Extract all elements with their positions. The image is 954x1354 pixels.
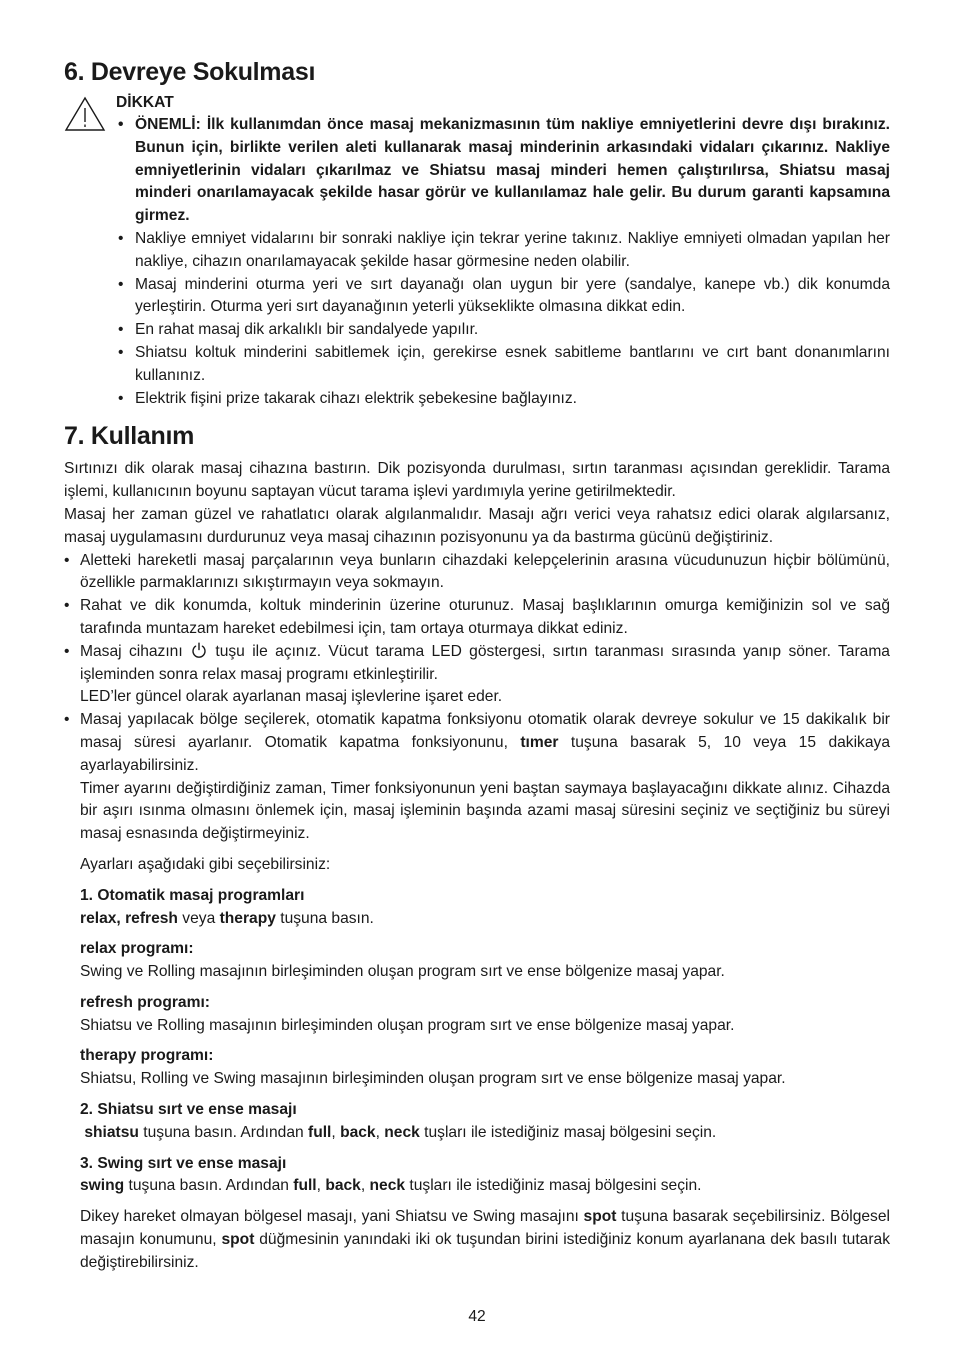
subheading-auto-programs: 1. Otomatik masaj programları bbox=[80, 886, 305, 904]
paragraph: Ayarları aşağıdaki gibi seçebilirsiniz: bbox=[80, 855, 331, 873]
subheading-refresh: refresh programı: bbox=[80, 993, 210, 1011]
paragraph: shiatsu tuşuna basın. Ardından full, back, neck tuşları ile istediğiniz masaj bölgesini seçin. bbox=[80, 1123, 717, 1141]
document-page bbox=[64, 56, 890, 1275]
subheading-shiatsu: 2. Shiatsu sırt ve ense masajı bbox=[80, 1101, 297, 1119]
list-item: • Elektrik fişini prize takarak cihazı elektrik şebekesine bağlayınız. bbox=[116, 388, 890, 411]
paragraph: Sırtınızı dik olarak masaj cihazına bastırın. Dik pozisyonda durulması, sırtın taranması açısından gereklidir. Tarama işlemi, kullanıcının boyunu saptayan vücut tarama işlevi yardımıyla yerine getirilmektedir. bbox=[64, 460, 890, 501]
list-item: • Masaj cihazını tuşu ile açınız. Vücut tarama LED göstergesi, sırtın taranması sırasında yanıp söner. Tarama işleminden sonra relax masaj programı etkinleştirilir. LED’ler güncel olarak ayarlanan masaj işlevlerine işaret eder. bbox=[64, 641, 890, 709]
subheading-relax: relax programı: bbox=[80, 940, 194, 958]
list-item: • Aletteki hareketli masaj parçalarının veya bunların cihazdaki kelepçelerinin arasına vücudunuzun hiçbir bölümünü, özellikle parmaklarınızı sıkıştırmayın veya sokmayın. bbox=[64, 550, 890, 596]
list-item: • Nakliye emniyet vidalarını bir sonraki nakliye için tekrar yerine takınız. Nakliye emniyeti olmadan yapılan her nakliye, cihazın onarılamayacak şekilde hasar görmesine neden olabilir. bbox=[116, 228, 890, 274]
paragraph: swing tuşuna basın. Ardından full, back, neck tuşları ile istediğiniz masaj bölgesini seçin. bbox=[80, 1177, 702, 1195]
paragraph: Shiatsu ve Rolling masajının birleşiminden oluşan program sırt ve ense bölgenize masaj yapar. bbox=[80, 1016, 735, 1034]
paragraph: Masaj her zaman güzel ve rahatlatıcı olarak algılanmalıdır. Masajı ağrı verici veya rahatsız edici olarak algılarsanız, masaj uygulamasını durdurunuz veya masaj cihazının pozisyonunu ya da bastırma gücünü değiştiriniz. bbox=[64, 505, 890, 546]
subheading-therapy: therapy programı: bbox=[80, 1047, 214, 1065]
paragraph: Shiatsu, Rolling ve Swing masajının birleşiminden oluşan program sırt ve ense bölgenize masaj yapar. bbox=[80, 1070, 786, 1088]
warning-label: DİKKAT bbox=[116, 94, 174, 111]
section-6-title: 6. Devreye Sokulması bbox=[64, 58, 316, 86]
power-icon bbox=[191, 642, 207, 658]
list-item: • Rahat ve dik konumda, koltuk minderinin üzerine oturunuz. Masaj başlıklarının omurga kemiğinizin sol ve sağ tarafında muntazam hareket edebilmesi için, tam ortaya oturmaya dikkat ediniz. bbox=[64, 595, 890, 641]
warning-triangle-icon bbox=[64, 96, 106, 132]
list-item: • Masaj yapılacak bölge seçilerek, otomatik kapatma fonksiyonu otomatik olarak devreye sokulur ve 15 dakikalık bir masaj süresi ayarlanır. Otomatik kapatma fonksiyonunu, tımer tuşuna basarak 5, 10 veya 15 dakikaya ayarlayabilirsiniz. bbox=[64, 709, 890, 777]
list-item: • Shiatsu koltuk minderini sabitlemek için, gerekirse esnek sabitleme bantlarını ve cırt bant donanımlarını kullanınız. bbox=[116, 342, 890, 388]
subheading-swing: 3. Swing sırt ve ense masajı bbox=[80, 1154, 287, 1172]
paragraph: Swing ve Rolling masajının birleşiminden oluşan program sırt ve ense bölgenize masaj yapar. bbox=[80, 963, 725, 981]
paragraph: relax, refresh veya therapy tuşuna basın. bbox=[80, 909, 374, 927]
list-item: • En rahat masaj dik arkalıklı bir sandalyede yapılır. bbox=[116, 319, 890, 342]
list-item: • Masaj minderini oturma yeri ve sırt dayanağı olan uygun bir yere (sandalye, kanepe vb.) dik konumda yerleştirin. Oturma yeri sırt dayanağının yeterli yükseklikte olmasına dikkat edin. bbox=[116, 274, 890, 320]
warning-list bbox=[116, 114, 890, 410]
usage-list bbox=[64, 550, 890, 778]
page-number: 42 bbox=[468, 1308, 486, 1325]
warning-block bbox=[64, 92, 890, 410]
paragraph: Timer ayarını değiştirdiğiniz zaman, Timer fonksiyonunun yeni baştan saymaya başlayacağını dikkate alınız. Cihazda bir aşırı ısınma olmasını önlemek için, masaj işleminin başında azami masaj süresini seçiniz ve seçtiğiniz bu süreyi masaj esnasında değiştirmeyiniz. bbox=[80, 779, 890, 843]
section-7-title: 7. Kullanım bbox=[64, 422, 195, 451]
list-item: • ÖNEMLİ: İlk kullanımdan önce masaj mekanizmasının tüm nakliye emniyetlerini devre dışı bırakınız. Bunun için, birlikte verilen aleti kullanarak masaj minderinin arkasındaki vidaları çıkarınız. Nakliye emniyetlerinin vidaları çıkarılmaz ve Shiatsu masaj minderi hemen çalıştırılırsa, Shiatsu masaj minderi onarılamayacak şekilde hasar görür ve kullanılamaz hale gelir. Bu durum garanti kapsamına girmez. bbox=[116, 114, 890, 228]
paragraph: Dikey hareket olmayan bölgesel masajı, yani Shiatsu ve Swing masajını spot tuşuna basarak seçebilirsiniz. Bölgesel masajın konumunu, spot düğmesinin yanındaki iki ok tuşundan birini istediğiniz konum ayarlanana dek basılı tutarak değiştirebilirsiniz. bbox=[80, 1208, 891, 1271]
